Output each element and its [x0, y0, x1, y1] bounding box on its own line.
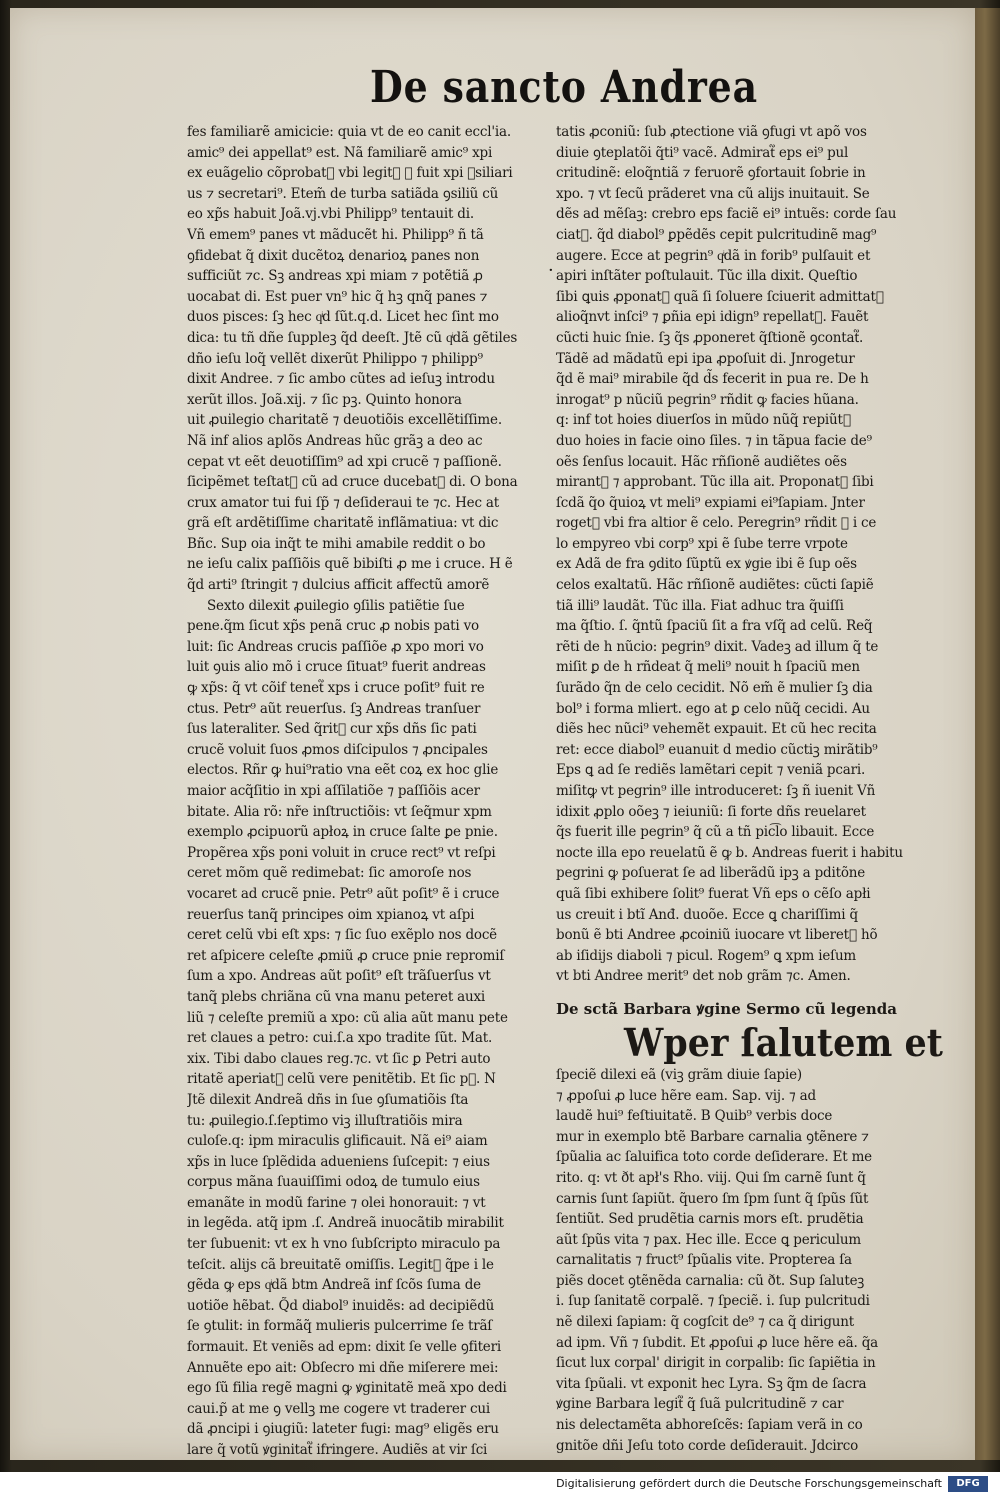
text-line: ſurãdo q̃n de celo cecidit. Nõ em̃ ẽ mulier ſꝫ dia: [556, 680, 873, 697]
text-line: Tãdẽ ad mãdatũ epi ipa ꝓpoſuit di. Jnrogetur: [556, 350, 855, 367]
text-line: ceret mõm quẽ redimebat: ſic amoroſe nos: [187, 865, 472, 882]
text-line: idixit ꝓplo oõeꝫ ⁊ ieiuniũ: ſi forte dñs reuelaret: [556, 803, 866, 820]
text-line: duos pisces: ſꝫ hec qͥd ſũt.q.d. Licet hec ſint mo: [187, 309, 499, 326]
text-line: ſum a xpo. Andreas aũt poſit⁹ eſt trãſuerſus vt: [187, 968, 491, 985]
text-line: crux amator tui fui ſp̃ ⁊ deſideraui te ⁊c. Hec at: [187, 494, 499, 511]
text-line: bonũ ẽ bti Andree ꝓcoiniũ iuocare vt liberet᷑ hõ: [556, 927, 878, 944]
text-line: maior acq̃ſitio in xpi aſſilatiõe ⁊ paſſiõis acer: [187, 783, 480, 799]
text-line: ſentiũt. Sed prudẽtia carnis mors eſt. prudẽtia: [556, 1211, 864, 1228]
marginal-mark: ·: [548, 260, 554, 281]
text-line: culoſe.q: ipm miraculis glificauit. Nã ei⁹ aiam: [187, 1133, 488, 1150]
text-line: ritatẽ aperiat᷑ celũ vere penitẽtib. Et ſic pꝫ. N: [187, 1071, 496, 1088]
text-line: miſit ꝑ de h rñdeat q̃ meli⁹ nouit h ſpaciũ men: [556, 659, 860, 676]
text-line: ſus lateraliter. Sed q̃rit᷑ cur xp̃s dñs ſic pati: [187, 721, 477, 738]
text-line: luit: ſic Andreas crucis paſſiõe ꝓ xpo mori vo: [187, 638, 484, 655]
text-line: apiri inſtãter poſtulauit. Tũc illa dixit. Queſtio: [556, 268, 858, 285]
running-head: De sancto Andrea: [370, 62, 758, 113]
left-column: [187, 122, 539, 1461]
text-line: formauit. Et veniẽs ad epm: dixit ſe velle ꝯfiteri: [187, 1339, 501, 1356]
text-line: carnalitatis ⁊ fruct⁹ ſpũalis vite. Propterea ſa: [556, 1252, 852, 1269]
text-line: tatis ꝓconiũ: ſub ꝓtectione viã ꝯfugi vt apõ vos: [556, 124, 867, 140]
text-line: luit ꝯuis alio mõ i cruce ſituat⁹ fuerit andreas: [187, 659, 486, 676]
text-line: eo xp̃s habuit Joã.vj.vbi Philipp⁹ tentauit di.: [187, 206, 474, 223]
text-line: nis delectamẽta abhoreſcẽs: ſapiam verã in co: [556, 1417, 863, 1434]
text-line: inrogat⁹ p nũciũ pegrin⁹ rñdit ꝙ facies hũana.: [556, 391, 859, 408]
text-line: teſcit. alijs cã breuitatẽ omiſſis. Legit᷑ q̃pe i le: [187, 1256, 494, 1273]
text-line: ſe ꝯtulit: in formãq̃ mulieris pulcerrime ſe trãſ: [187, 1318, 493, 1335]
text-line: Sexto dilexit ꝓuilegio ꝯſilis patiẽtie ſue: [207, 597, 465, 614]
text-line: lare q̃ votũ ꝟginitat᷑ ifringere. Audiẽs at vir ſci: [187, 1442, 488, 1458]
text-line: electos. Rñr ꝙ hui⁹ratio vna eẽt coꝝ ex hoc glie: [187, 762, 499, 779]
text-line: reuerſus tanq̃ principes oim xpianoꝝ vt aſpi: [187, 906, 475, 923]
text-line: dño ieſu loq̃ vellẽt dixerũt Philippo ⁊ philipp⁹: [187, 350, 483, 367]
text-line: pegrini ꝙ poſuerat ſe ad liberãdũ ipꝫ a pditõne: [556, 865, 866, 882]
text-line: ꝟgine Barbara legit᷑ q̃ ſuã pulcritudinẽ ⁊ car: [556, 1396, 844, 1413]
text-line: bol⁹ i forma mliert. ego at ꝑ celo nũq̃ cecidi. Au: [556, 700, 870, 717]
text-line: ab iſidijs diaboli ⁊ picul. Rogem⁹ ꝗ xpm ieſum: [556, 947, 857, 964]
text-line: ret: ecce diabol⁹ euanuit d medio cũctiꝫ mirãtib⁹: [556, 741, 878, 758]
text-line: caui.p̃ at me ꝯ vellꝫ me cogere vt traderer cui: [187, 1400, 490, 1417]
text-line: piẽs docet ꝯtẽnẽda carnalia: cũ ðt. Sup ſaluteꝫ: [556, 1272, 865, 1289]
text-line: us creuit i btĩ Anđ. duoõe. Ecce ꝗ chariſſimi q̃: [556, 906, 858, 923]
text-line: amic⁹ dei appellat⁹ est. Nã familiarẽ amic⁹ xpi: [187, 144, 493, 161]
text-line: Eps ꝗ ad ſe rediẽs lamẽtari cepit ⁊ veniã pcari.: [556, 762, 866, 779]
text-line: xix. Tibi dabo claues reg.⁊c. vt ſic ꝑ Petri auto: [187, 1050, 491, 1067]
text-line: ceret celũ vbi eſt xps: ⁊ ſic ſuo exẽplo nos docẽ: [187, 927, 497, 944]
text-line: aũt ſpũs vita ⁊ pax. Hec ille. Ecce ꝗ periculum: [556, 1231, 861, 1248]
text-line: tu: ꝓuilegio.ſ.ſeptimo viꝫ illuſtratiõis mira: [187, 1112, 463, 1129]
text-line: tiã illi⁹ laudãt. Tũc illa. Fiat adhuc tra q̃uiſſi: [556, 597, 844, 614]
text-line: uit ꝓuilegio charitatẽ ⁊ deuotiõis excellẽtiſſime.: [187, 412, 502, 429]
sermon-heading: De sctã Barbara ꝟgine Sermo cũ legenda: [556, 999, 898, 1018]
text-line: duo hoies in facie oino ſiles. ⁊ in tãpua facie de⁹: [556, 432, 872, 449]
text-line: vita ſpũali. vt exponit hec Lyra. Sꝫ q̃m de ſacra: [556, 1375, 867, 1392]
text-line: ne ieſu calix paſſiõis quẽ bibiſti ꝓ me i cruce. H ẽ: [187, 556, 513, 573]
text-line: xp̃s in luce ſplẽdida adueniens ſuſcepit: ⁊ eius: [187, 1153, 490, 1170]
text-line: ctus. Petr⁹ aũt reuerſus. ſꝫ Andreas tranſuer: [187, 700, 481, 717]
text-line: uotiõe hẽbat. Q̃d diabol⁹ inuidẽs: ad decipiẽdũ: [187, 1297, 495, 1314]
text-line: ſpeciẽ dilexi eã (viꝫ grãm diuie ſapie): [556, 1066, 802, 1083]
text-line: ꝯfidebat q̃ dixit ducẽtoꝝ denarioꝝ panes non: [187, 247, 480, 264]
text-line: uocabat di. Est puer vn⁹ hic q̃ hꝫ qnq̃ panes ⁊: [187, 288, 488, 305]
text-line: ꝙ xp̃s: q̃ vt cõif tenet᷑ xps i cruce poſit⁹ fuit re: [187, 680, 485, 697]
text-line: ter ſubuenit: vt ex h vno ſubſcripto miraculo pa: [187, 1236, 501, 1253]
text-line: dã ꝓncipi i ꝯiugiũ: lateter fugi: mag⁹ eligẽs eru: [187, 1421, 499, 1438]
text-line: nẽ dilexi ſapiam: q̃ cogſcit de⁹ ⁊ ca q̃ dirigunt: [556, 1314, 854, 1331]
text-line: fes familiarẽ amicicie: quia vt de eo canit eccl'ia.: [187, 124, 511, 140]
digitization-footer: [0, 1472, 1000, 1497]
text-line: dica: tu tñ dñe ſuppleꝫ q̃d deeſt. Jtẽ cũ qͥdã gẽtiles: [187, 329, 518, 346]
text-line: ret aſpicere celeſte ꝓmiũ ꝓ cruce pnie repromiſ: [187, 947, 505, 964]
text-line: Jtẽ dilexit Andreã dñs in ſue ꝯſumatiõis ſta: [187, 1091, 469, 1108]
text-line: gẽda ꝙ eps qͥdã btm Andreã inf ſcõs ſuma de: [187, 1277, 481, 1294]
text-line: alioq̃nvt inſci⁹ ⁊ ꝑñia epi idign⁹ repellat᷑. Fauẽt: [556, 309, 869, 326]
text-line: vt bti Andree merit⁹ det nob grãm ⁊c. Amen.: [556, 968, 851, 985]
text-line: rito. q: vt ðt apł's Rho. viij. Qui ſm carnẽ ſunt q̃: [556, 1169, 866, 1186]
text-line: i. ſup ſanitatẽ corpalẽ. ⁊ ſpeciẽ. i. ſup pulcritudi: [556, 1293, 870, 1310]
text-line: q̃d arti⁹ ſtringit ⁊ dulcius afficit affectũ amorẽ: [187, 577, 490, 594]
text-line: bitate. Alia rõ: nr̃e inſtructiõis: vt ſeq̃mur xpm: [187, 803, 492, 820]
text-line: lo empyreo vbi corp⁹ xpi ẽ ſube terre vrpote: [556, 535, 848, 552]
text-line: q: inf tot hoies diuerſos in mũdo nũq̃ repiũt᷑: [556, 412, 851, 429]
text-line: cepat vt eẽt deuotiſſim⁹ ad xpi crucẽ ⁊ paſſionẽ.: [187, 453, 502, 470]
text-line: Propẽrea xp̃s poni voluit in cruce rect⁹ vt reſpi: [187, 844, 496, 861]
text-line: ex euãgelio cõprobat᷑ vbi legit᷑ ꝙ fuit xpi ꝯsiliari: [187, 165, 513, 182]
text-line: ⁊ ꝓpoſui ꝓ luce hẽre eam. Sap. vij. ⁊ ad: [556, 1087, 816, 1104]
text-line: exemplo ꝓcipuorũ apłoꝝ in cruce ſalte ꝑe pnie.: [187, 824, 498, 841]
sermon-incipit: Wper ſalutem et: [624, 1019, 943, 1065]
text-line: xerũt illos. Joã.xij. ⁊ ſic pꝫ. Quinto honora: [187, 391, 462, 408]
text-line: ſpũalia ac ſaluifica toto corde deſiderare. Et me: [556, 1149, 872, 1166]
text-line: vocaret ad crucẽ pnie. Petr⁹ aũt poſit⁹ ẽ i cruce: [187, 885, 500, 902]
text-line: us ⁊ secretari⁹. Etem̃ de turba satiãda ꝯsiliũ cũ: [187, 185, 499, 202]
text-line: ego ſũ filia regẽ magni ꝙ ꝟginitatẽ meã xpo dedi: [187, 1380, 507, 1397]
text-line: ma q̃ſtio. ſ. q̃ntũ ſpaciũ ſit a fra vſq̃ ad celũ. Req̃: [556, 618, 873, 635]
text-line: celos exaltatũ. Hãc rñſionẽ audiẽtes: cũcti ſapiẽ: [556, 577, 874, 594]
text-line: ciat᷑. q̃d diabol⁹ ꝑpẽdẽs cepit pulcritudinẽ mag⁹: [556, 226, 877, 243]
text-line: ex Adã de fra ꝯdito ſũptũ ex ꝟgie ibi ẽ ſup oẽs: [556, 556, 857, 573]
page-edge: [975, 8, 1000, 1460]
text-line: q̃s fuerit ille pegrin⁹ q̃ cũ a tñ pic͡lo libauit. Ecce: [556, 824, 875, 841]
text-line: cũcti huic ſnie. ſꝫ q̃s ꝓponeret q̃ſtionẽ ꝯcontat᷑.: [556, 329, 864, 346]
text-line: laudẽ hui⁹ feſtiuitatẽ. B Quib⁹ verbis doce: [556, 1108, 833, 1125]
text-line: Annuẽte epo ait: Obſecro mi dñe miſerere mei:: [187, 1359, 499, 1376]
text-line: quã ſibi exhibere ſolit⁹ fuerat Vñ eps o cẽſo apłi: [556, 885, 871, 902]
text-line: xpo. ⁊ vt ſecũ prãderet vna cũ alijs inuitauit. Se: [556, 185, 870, 202]
text-line: mur in exemplo btẽ Barbare carnalia ꝯtẽnere ⁊: [556, 1128, 869, 1145]
text-line: ſicipẽmet teſtat᷑ cũ ad cruce ducebat᷑ di. O bona: [187, 474, 518, 491]
text-line: roget᷑ vbi fra altior ẽ celo. Peregrin⁹ rñdit ꝙ i ce: [556, 515, 877, 532]
text-line: liũ ⁊ celeſte premiũ a xpo: cũ alia aũt manu pete: [187, 1009, 508, 1026]
text-line: gnitõe dñi Jeſu toto corde deſiderauit. Jdcirco: [556, 1437, 859, 1454]
right-column: [556, 122, 943, 1456]
text-line: in legẽda. atq̃ ipm .ſ. Andreã inuocãtib mirabilit: [187, 1215, 504, 1232]
text-line: ſcdã q̃o q̃uioꝝ vt meli⁹ expiami ei⁹ſapiam. Jnter: [556, 494, 865, 511]
text-line: critudinẽ: eloq̃ntiã ⁊ feruorẽ ꝯfortauit ſobrie in: [556, 165, 866, 182]
dfg-logo: DFG: [948, 1476, 988, 1492]
text-line: dixit Andree. ⁊ ſic ambo cũtes ad ieſuꝫ introdu: [187, 371, 495, 388]
text-line: Nã inf alios aplõs Andreas hũc grãꝫ a deo ac: [187, 432, 483, 449]
text-line: ſibi ꝗuis ꝓponat᷑ quã ſi ſoluere ſciuerit admittat᷑: [556, 288, 884, 305]
text-line: mirant᷑ ⁊ approbant. Tũc illa ait. Proponat᷑ ſibi: [556, 474, 874, 491]
text-line: dẽs ad mẽſaꝫ: crebro eps faciẽ ei⁹ intuẽs: corde ſau: [556, 206, 897, 223]
text-line: crucẽ voluit ſuos ꝓmos diſcipulos ⁊ ꝓncipales: [187, 741, 488, 758]
text-line: sufficiũt ⁊c. Sꝫ andreas xpi miam ⁊ potẽtiã ꝓ: [187, 268, 483, 285]
text-line: nocte illa epo reuelatũ ẽ ꝙ b. Andreas fuerit i habitu: [556, 844, 903, 861]
text-line: miſitꝙ vt pegrin⁹ ille introduceret: ſꝫ ñ iuenit Vñ: [556, 783, 876, 799]
text-line: diẽs hec nũci⁹ vehemẽt expauit. Et cũ hec recita: [556, 721, 877, 738]
text-line: diuie ꝯteplatõi q̃ti⁹ vacẽ. Admirat᷑ eps ei⁹ pul: [556, 144, 849, 161]
text-line: Vñ emem⁹ panes vt mãducẽt hi. Philipp⁹ ñ tã: [187, 226, 484, 243]
text-line: oẽs ſenſus locauit. Hãc rñſionẽ audiẽtes oẽs: [556, 453, 847, 470]
text-line: carnis ſunt ſapiũt. q̃uero ſm ſpm ſunt q̃ ſpũs ſũt: [556, 1190, 869, 1207]
text-line: ſicut lux corpal' dirigit in corpalib: ſic ſapiẽtia in: [556, 1355, 876, 1372]
text-line: pene.q̃m ſicut xp̃s penã cruc ꝓ nobis pati vo: [187, 618, 479, 635]
text-line: emanãte in modũ farine ⁊ olei honorauit: ⁊ vt: [187, 1194, 486, 1211]
text-line: augere. Ecce at pegrin⁹ qͥdã in forib⁹ pulſauit et: [556, 247, 871, 264]
text-line: tanq̃ plebs chriãna cũ vna manu peteret auxi: [187, 988, 486, 1005]
text-line: grã eſt ardẽtiſſime charitatẽ inflãmatiua: vt dic: [187, 515, 499, 532]
text-line: ad ipm. Vñ ⁊ ſubdit. Et ꝓpoſui ꝓ luce hẽre eã. q̃a: [556, 1334, 878, 1351]
footer-credit: Digitalisierung gefördert durch die Deutsche Forschungsgemeinschaft: [556, 1477, 942, 1490]
text-line: ret claues a petro: cui.ſ.a xpo tradite ſũt. Mat.: [187, 1030, 493, 1047]
text-line: Bñc. Sup oia inq̃t te mihi amabile reddit o bo: [187, 535, 486, 552]
text-line: rẽti de h nũcio: pegrin⁹ dixit. Vadeꝫ ad illum q̃ te: [556, 638, 879, 655]
text-line: q̃d ẽ mai⁹ mirabile q̃d d̃s fecerit in pua re. De h: [556, 371, 869, 388]
text-line: corpus mãna ſuauiſſimi odoꝝ de tumulo eius: [187, 1174, 480, 1191]
